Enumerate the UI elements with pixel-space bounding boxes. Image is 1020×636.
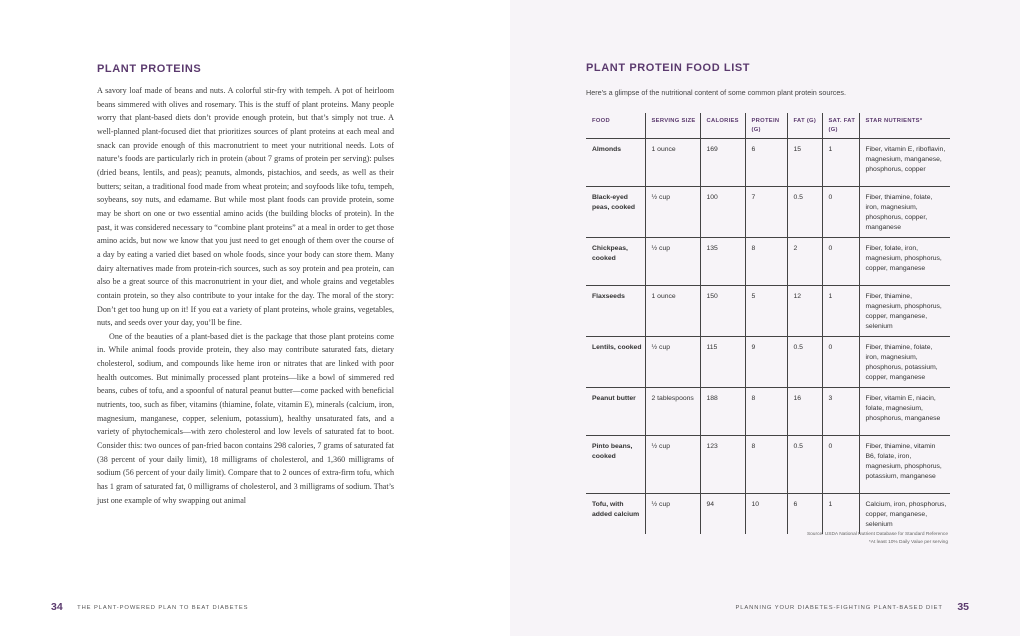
column-header: FAT (G) <box>787 113 822 139</box>
sat-fat-cell: 0 <box>822 436 859 494</box>
nutrients-cell: Fiber, vitamin E, riboflavin, magnesium, manganese, phosphorus, copper <box>859 139 950 187</box>
nutrients-cell: Fiber, folate, iron, magnesium, phosphorus, copper, manganese <box>859 238 950 286</box>
sat-fat-cell: 1 <box>822 139 859 187</box>
column-header: PROTEIN (G) <box>745 113 787 139</box>
nutrients-cell: Fiber, thiamine, folate, iron, magnesium, phosphorus, potassium, copper, manganese <box>859 337 950 388</box>
right-footer <box>735 597 969 615</box>
table-header-row <box>586 113 950 139</box>
nutrients-cell: Fiber, thiamine, magnesium, phosphorus, copper, manganese, selenium <box>859 286 950 337</box>
sat-fat-cell: 1 <box>822 494 859 535</box>
protein-cell: 10 <box>745 494 787 535</box>
food-cell: Black-eyed peas, cooked <box>586 187 645 238</box>
food-cell: Lentils, cooked <box>586 337 645 388</box>
protein-cell: 8 <box>745 436 787 494</box>
food-cell: Peanut butter <box>586 388 645 436</box>
serving-cell: ½ cup <box>645 187 700 238</box>
food-cell: Tofu, with added calcium <box>592 501 640 518</box>
body-text <box>97 84 394 507</box>
fat-cell: 0.5 <box>787 337 822 388</box>
sat-fat-cell: 0 <box>822 187 859 238</box>
footnote-line: *At least 10% Daily Value per serving <box>868 540 948 545</box>
fat-cell: 6 <box>787 494 822 535</box>
sat-fat-cell: 0 <box>822 238 859 286</box>
serving-cell: 2 tablespoons <box>645 388 700 436</box>
calories-cell: 100 <box>700 187 745 238</box>
protein-cell: 7 <box>745 187 787 238</box>
protein-cell: 8 <box>745 388 787 436</box>
food-cell: Pinto beans, cooked <box>586 436 645 494</box>
body-paragraph: A savory loaf made of beans and nuts. A colorful stir-fry with tempeh. A pot of heirloom beans simmered with olives and rosemary. This is the stuff of plant proteins. Many people worry that plant-based diets don’t provide enough protein, but that’s simply not true. A well-planned plant-focused diet that prioritizes sources of plant proteins at each meal and snack can provide enough of this macronutrient to meet your nutritional needs. Lots of nature’s foods are particularly rich in protein (about 7 grams of protein per serving): pulses (dried beans, lentils, and peas); peanuts, almonds, pistachios, and seeds, as well as their butters; seitan, a traditional food made from wheat protein; and soyfoods like tofu, tempeh, soybeans, soy nuts, and edamame. But while most plant foods can provide protein, some may be short on one or two essential amino acids (the building blocks of protein). In the past, it was considered necessary to “combine plant proteins” at a meal in order to get those amino acids, but now we know that you just need to get enough of them over the course of a day by eating a varied diet based on whole foods, since your body can store them. Many dairy alternatives made from protein-rich sources, such as soy protein and pea protein, can also be a great source of this macronutrient in your diet, and whole grains and vegetables contain protein, so they also contribute to your intake for the day. The moral of the story: Don’t get too hung up on it! If you eat a variety of plant proteins, whole grains, vegetables, nuts, and seeds over your day, you’ll be fine. <box>97 86 394 328</box>
nutrients-cell: Calcium, iron, phosphorus, copper, manganese, selenium <box>859 494 950 535</box>
right-page <box>510 0 1020 636</box>
table-row <box>586 238 950 286</box>
fat-cell: 0.5 <box>787 436 822 494</box>
nutrients-cell: Fiber, thiamine, vitamin B6, folate, iron, magnesium, phosphorus, potassium, manganese <box>859 436 950 494</box>
fat-cell: 15 <box>787 139 822 187</box>
table-row <box>586 286 950 337</box>
food-cell: Chickpeas, cooked <box>586 238 645 286</box>
nutrients-cell: Fiber, vitamin E, niacin, folate, magnesium, phosphorus, manganese <box>859 388 950 436</box>
food-table <box>586 113 950 534</box>
calories-cell: 188 <box>700 388 745 436</box>
serving-cell: ½ cup <box>645 494 700 535</box>
page-number: 35 <box>957 601 969 613</box>
sat-fat-cell: 3 <box>822 388 859 436</box>
calories-cell: 115 <box>700 337 745 388</box>
table-source-note <box>807 531 948 547</box>
fat-cell: 0.5 <box>787 187 822 238</box>
running-head: PLANNING YOUR DIABETES-FIGHTING PLANT-BASED DIET <box>735 605 943 611</box>
column-header: SERVING SIZE <box>645 113 700 139</box>
column-header: STAR NUTRIENTS* <box>859 113 950 139</box>
protein-cell: 6 <box>745 139 787 187</box>
left-footer <box>51 597 248 615</box>
calories-cell: 94 <box>700 494 745 535</box>
calories-cell: 135 <box>700 238 745 286</box>
running-head: THE PLANT-POWERED PLAN TO BEAT DIABETES <box>77 605 249 611</box>
nutrients-cell: Fiber, thiamine, folate, iron, magnesium, phosphorus, copper, manganese <box>859 187 950 238</box>
food-cell: Flaxseeds <box>586 286 645 337</box>
body-paragraph: One of the beauties of a plant-based diet is the package that those plant proteins come in. While animal foods provide protein, they also may contribute saturated fats, dietary cholesterol, sodium, and compounds like heme iron or nitrates that are linked with poor health outcomes. But minimally processed plant proteins—like a bowl of simmered red beans, cubes of tofu, and a spoonful of natural peanut butter—come packed with beneficial nutrients, too, such as fiber, vitamins (thiamine, folate, vitamin E), minerals (calcium, iron, magnesium, manganese, copper, selenium, potassium), healthy unsaturated fats, and a variety of phytochemicals—with zero cholesterol and low levels of saturated fat to boot. Consider this: two ounces of pan-fried bacon contains 298 calories, 7 grams of saturated fat (38 percent of your daily limit), 18 milligrams of cholesterol, and 1,360 milligrams of sodium (56 percent of your daily limit). Compare that to 2 ounces of extra-firm tofu, which has 1 gram of saturated fat, 0 milligrams of cholesterol, and 3 milligrams of sodium. That’s just one example of why swapping out animal <box>97 331 394 505</box>
table-row <box>586 436 950 494</box>
table-row <box>586 388 950 436</box>
serving-cell: ½ cup <box>645 337 700 388</box>
serving-cell: 1 ounce <box>645 139 700 187</box>
table-row <box>586 139 950 187</box>
section-heading-food-list: PLANT PROTEIN FOOD LIST <box>586 62 751 74</box>
fat-cell: 12 <box>787 286 822 337</box>
calories-cell: 123 <box>700 436 745 494</box>
column-header: CALORIES <box>700 113 745 139</box>
sat-fat-cell: 1 <box>822 286 859 337</box>
source-line: Source: USDA National Nutrient Database for Standard Reference <box>806 532 948 537</box>
column-header: FOOD <box>586 113 645 139</box>
calories-cell: 150 <box>700 286 745 337</box>
table-row <box>586 494 950 535</box>
protein-cell: 9 <box>745 337 787 388</box>
section-heading-plant-proteins: PLANT PROTEINS <box>97 63 202 75</box>
serving-cell: ½ cup <box>645 238 700 286</box>
protein-cell: 5 <box>745 286 787 337</box>
fat-cell: 16 <box>787 388 822 436</box>
calories-cell: 169 <box>700 139 745 187</box>
column-header: SAT. FAT (G) <box>822 113 859 139</box>
table-row <box>586 337 950 388</box>
page-number: 34 <box>51 601 63 613</box>
table-intro: Here’s a glimpse of the nutritional content of some common plant protein sources. <box>586 88 846 97</box>
serving-cell: 1 ounce <box>645 286 700 337</box>
table-row <box>586 187 950 238</box>
sat-fat-cell: 0 <box>822 337 859 388</box>
protein-cell: 8 <box>745 238 787 286</box>
fat-cell: 2 <box>787 238 822 286</box>
serving-cell: ½ cup <box>645 436 700 494</box>
food-cell: Almonds <box>586 139 645 187</box>
